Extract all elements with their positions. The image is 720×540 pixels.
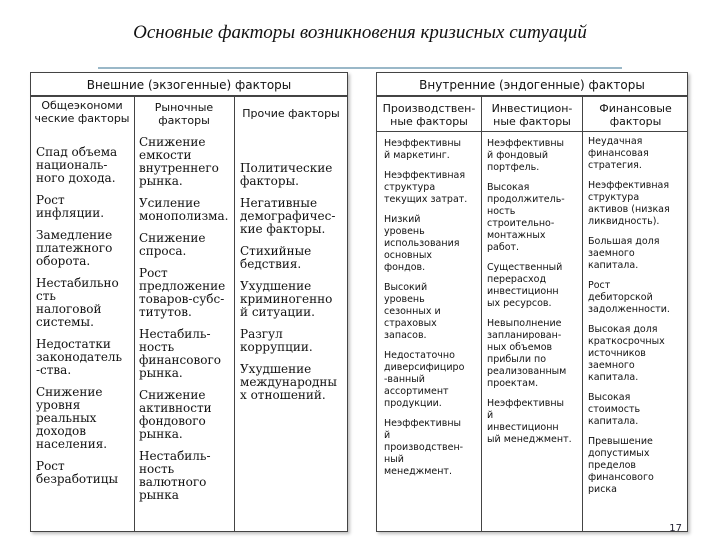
factor-item: Спад объема националь- ного дохода.	[36, 145, 118, 185]
external-divider-2	[234, 96, 235, 532]
economic-factors-list	[36, 146, 132, 495]
external-factors-header: Внешние (экзогенные) факторы	[30, 72, 348, 96]
factor-item: Ухудшение криминогенно й ситуации.	[240, 279, 333, 319]
factor-item: Нестабиль- ность валютного рынка	[139, 449, 211, 502]
factor-item: Снижение активности фондового рынка.	[139, 388, 212, 441]
economic-factors-heading: Общеэкономи ческие факторы	[34, 99, 130, 125]
factor-item: Неэффективная структура активов (низкая ликвидность).	[588, 180, 670, 227]
factor-item: Высокая продолжитель- ность строительно- монтажных работ.	[487, 182, 565, 253]
factor-item: Невыполнение запланирован- ных объемов прибыли по реализованным проектам.	[487, 318, 567, 389]
factor-item: Рост дебиторской задолженности.	[588, 280, 670, 315]
financial-factors-heading: Финансовые факторы	[599, 102, 672, 128]
investment-factors-list	[487, 138, 581, 454]
factor-item: Рост предложение товаров-субс- титутов.	[139, 266, 226, 319]
factor-item: Негативные демографичес- кие факторы.	[240, 196, 336, 236]
factor-item: Рост инфляции.	[36, 193, 105, 220]
market-factors-list	[139, 136, 233, 511]
market-factors-heading: Рыночные факторы	[154, 101, 214, 127]
factor-item: Большая доля заемного капитала.	[588, 236, 660, 271]
factor-item: Высокая доля краткосрочных источников заемного капитала.	[588, 324, 665, 383]
factor-item: Снижение спроса.	[139, 231, 206, 258]
factor-item: Стихийные бедствия.	[240, 244, 312, 271]
internal-factors-header: Внутренние (эндогенные) факторы	[376, 72, 688, 96]
internal-heading-rule	[376, 131, 688, 132]
factor-item: Высокая стоимость капитала.	[588, 392, 641, 427]
internal-divider-1	[481, 96, 482, 532]
factor-item: Превышение допустимых пределов финансового риска	[588, 436, 654, 495]
title-underline	[98, 67, 622, 69]
factor-item: Неэффективны й маркетинг.	[384, 138, 462, 161]
other-factors-heading: Прочие факторы	[242, 107, 340, 120]
factor-item: Недостатки законодатель -ства.	[36, 337, 123, 377]
slide-number: 17	[669, 523, 682, 534]
financial-factors-list	[588, 136, 686, 504]
factor-item: Нестабильно сть налоговой системы.	[36, 276, 119, 329]
factor-item: Неэффективны й инвестиционн ый менеджмент.	[487, 398, 572, 445]
factor-item: Замедление платежного оборота.	[36, 228, 113, 268]
production-factors-list	[384, 138, 480, 486]
factor-item: Недостаточно диверсифициро -ванный ассортимент продукции.	[384, 350, 465, 409]
factor-item: Неэффективная структура текущих затрат.	[384, 170, 468, 205]
factor-item: Высокий уровень сезонных и страховых запасов.	[384, 282, 441, 341]
factor-item: Ухудшение международны х отношений.	[240, 362, 337, 402]
production-factors-heading: Производствен- ные факторы	[382, 102, 476, 128]
factor-item: Неэффективны й фондовый портфель.	[487, 138, 565, 173]
factor-item: Разгул коррупции.	[240, 327, 313, 354]
factor-item: Снижение уровня реальных доходов населения.	[36, 385, 108, 451]
factor-item: Неэффективны й производствен- ный менеджмент.	[384, 418, 464, 477]
factor-item: Низкий уровень использования основных фондов.	[384, 214, 460, 273]
factor-item: Усиление монополизма.	[139, 196, 229, 223]
investment-factors-heading: Инвестицион- ные факторы	[491, 102, 573, 128]
factor-item: Нестабиль- ность финансового рынка.	[139, 327, 221, 380]
page-title: Основные факторы возникновения кризисных ситуаций	[133, 22, 587, 43]
factor-item: Снижение емкости внутреннего рынка.	[139, 135, 219, 188]
factor-item: Рост безработицы	[36, 459, 119, 486]
factor-item: Существенный перерасход инвестиционн ых ресурсов.	[487, 262, 563, 309]
internal-divider-2	[582, 96, 583, 532]
other-factors-list	[240, 162, 346, 411]
external-divider-1	[134, 96, 135, 532]
factor-item: Политические факторы.	[240, 161, 333, 188]
factor-item: Неудачная финансовая стратегия.	[588, 136, 649, 171]
